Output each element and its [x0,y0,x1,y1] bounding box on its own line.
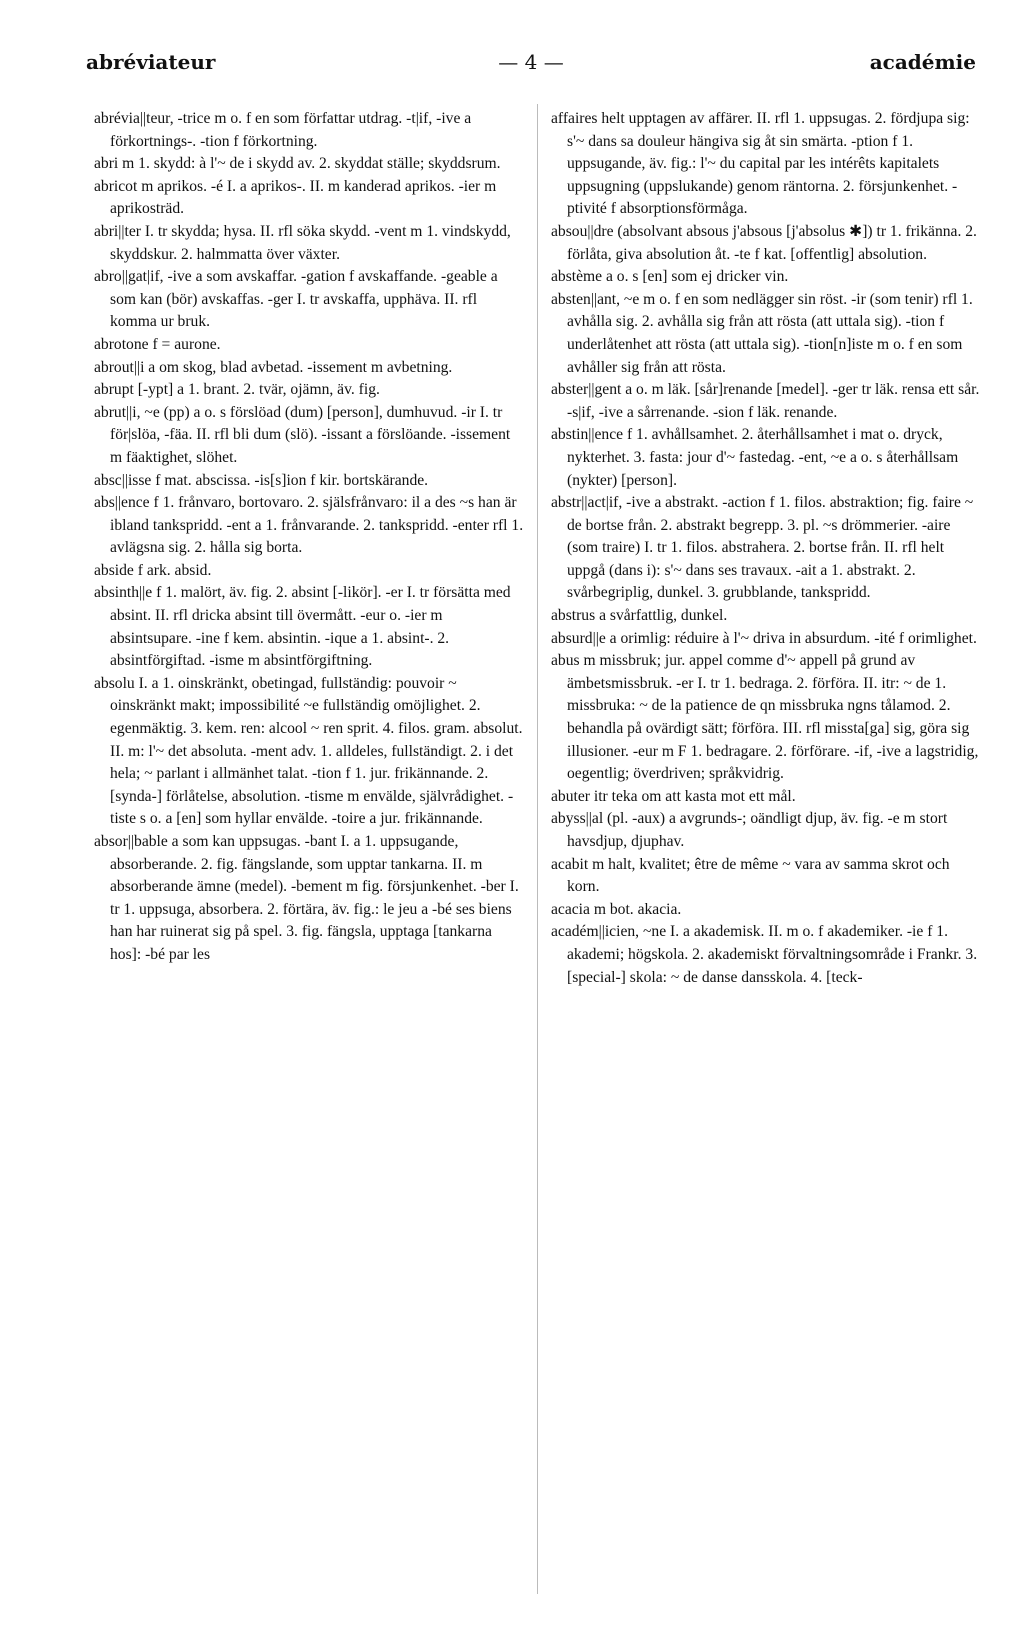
left-column [94,108,526,1593]
dictionary-entry: abside f ark. absid. [94,561,212,579]
dictionary-entry: abstin||ence f 1. avhållsamhet. 2. återhållsamhet i mat o. dryck, nykterhet. 3. fasta: jour d'~ fastedag. -ent, ~e a o. s återhållsam (nykter) [person]. [551,426,959,489]
dictionary-entry: abrupt [-ypt] a 1. brant. 2. tvär, ojämn, äv. fig. [94,381,380,399]
dictionary-entry: abrotone f = aurone. [94,335,221,353]
dictionary-entry: abrout||i a om skog, blad avbetad. -issement m avbetning. [94,358,453,376]
dictionary-entry: académ||icien, ~ne I. a akademisk. II. m o. f akademiker. -ie f 1. akademi; högskola. 2. akademiskt förvaltningsområde i Frankr. 3. [special-] skola: ~ de danse dansskola. 4. [teck- [551,923,978,986]
dictionary-entry: absinth||e f 1. malört, äv. fig. 2. absint [-likör]. -er I. tr försätta med absint. II. rfl dricka absint till övermått. -eur o. -ier m absintsupare. -ine f kem. absintin. -ique a 1. absint-. 2. absintförgiftad. -isme m absintförgiftning. [94,584,511,670]
dictionary-entry: abs||ence f 1. frånvaro, bortovaro. 2. själsfrånvaro: il a des ~s han är ibland tankspridd. -ent a 1. frånvarande. 2. tankspridd. -enter rfl 1. avlägsna sig. 2. hålla sig borta. [94,494,524,557]
dictionary-entry: abyss||al (pl. -aux) a avgrunds-; oändligt djup, äv. fig. -e m stort havsdjup, djuphav. [551,810,948,850]
column-divider [537,104,538,1594]
dictionary-entry: abri m 1. skydd: à l'~ de i skydd av. 2. skyddat ställe; skyddsrum. [94,155,501,173]
dictionary-entry: absolu I. a 1. oinskränkt, obetingad, fullständig: pouvoir ~ oinskränkt makt; impossibilité ~e fullständig omöjlighet. 2. egenmäktig. 3. kem. ren: alcool ~ ren sprit. 4. filos. gram. absolut. II. m: l'~ det absoluta. -ment adv. 1. alldeles, fullständigt. 2. i det hela; ~ parlant i allmänhet talat. -tion f 1. jur. frikännande. 2. [synda-] förlåtelse, absolution. -tisme m envälde, självrådighet. -tiste s o. a [en] som hyllar envälde. -toire a jur. frikännande. [94,674,523,828]
dictionary-entry: abus m missbruk; jur. appel comme d'~ appell på grund av ämbetsmissbruk. -er I. tr 1. bedraga. 2. förföra. II. itr: ~ de 1. missbruka: ~ de la patience de qn missbruka ngns tålamod. 2. behandla på ovärdigt sätt; förföra. III. rfl missta[ga] sig, göra sig illusioner. -eur m F 1. bedragare. 2. förförare. -if, -ive a lagstridig, oegentlig; överdriven; språkvidrig. [551,652,979,783]
dictionary-entry: abuter itr teka om att kasta mot ett mål. [551,787,796,805]
dictionary-entry: abster||gent a o. m läk. [sår]renande [medel]. -ger tr läk. rensa ett sår. -s|if, -ive a sårrenande. -sion f läk. renande. [551,381,980,421]
page-header [86,50,976,84]
header-last-word: académie [869,50,976,74]
dictionary-entry: absurd||e a orimlig: réduire à l'~ driva in absurdum. -ité f orimlighet. [551,629,977,647]
dictionary-entry: affaires helt upptagen av affärer. II. rfl 1. uppsugas. 2. fördjupa sig: s'~ dans sa douleur hängiva sig åt sin smärta. -ption f 1. uppsugande, äv. fig.: l'~ du capital par les intérêts kapitalets uppsugning (uppslukande) genom räntorna. 2. försjunkenhet. -ptivité f absorptionsförmåga. [551,110,970,218]
dictionary-entry: abri||ter I. tr skydda; hysa. II. rfl söka skydd. -vent m 1. vindskydd, skyddskur. 2. halmmatta över växter. [94,222,511,263]
dictionary-entry: abstr||act|if, -ive a abstrakt. -action f 1. filos. abstraktion; fig. faire ~ de bortse från. 2. abstrakt begrepp. 3. pl. ~s drömmerier. -aire (som traire) I. tr 1. filos. abstrahera. 2. bortse från. II. rfl helt uppgå (dans i): s'~ dans ses travaux. -ait a 1. abstrakt. 2. svårbegriplig, dunkel. 3. grubblande, tankspridd. [551,494,974,602]
dictionary-entry: abrévia||teur, -trice m o. f en som författar utdrag. -t|if, -ive a förkortnings-. -tion f förkortning. [94,110,472,150]
dictionary-entry: abro||gat|if, -ive a som avskaffar. -gation f avskaffande. -geable a som kan (bör) avskaffas. -ger I. tr avskaffa, upphäva. II. rfl komma ur bruk. [94,268,498,331]
right-column [551,108,983,1593]
dictionary-entry: absten||ant, ~e m o. f en som nedlägger sin röst. -ir (som tenir) rfl 1. avhålla sig. 2. avhålla sig från att rösta (att uttala sig). -tion f underlåtenhet att rösta (att uttala sig). -tion[n]iste m o. f en som avhåller sig från att rösta. [551,290,973,376]
page-number: — 4 — [498,50,564,74]
dictionary-entry: absor||bable a som kan uppsugas. -bant I. a 1. uppsugande, absorberande. 2. fig. fängslande, som upptar tankarna. II. m absorberande ämne (medel). -bement m fig. försjunkenhet. -ber I. tr 1. uppsuga, absorbera. 2. förtära, äv. fig.: le jeu a -bé ses biens han har ruinerat sig på spel. 3. fig. fängsla, upptaga [tankarna hos]: -bé par les [94,833,519,963]
dictionary-entry: acabit m halt, kvalitet; être de même ~ vara av samma skrot och korn. [551,855,950,896]
header-first-word: abréviateur [86,50,216,74]
dictionary-entry: abstème a o. s [en] som ej dricker vin. [551,268,789,286]
dictionary-entry: acacia m bot. akacia. [551,900,682,918]
dictionary-entry: abstrus a svårfattlig, dunkel. [551,607,728,625]
dictionary-entry: absc||isse f mat. abscissa. -is[s]ion f kir. bortskärande. [94,471,429,489]
dictionary-entry: abricot m aprikos. -é I. a aprikos-. II. m kanderad aprikos. -ier m aprikosträd. [94,177,497,218]
dictionary-entry: absou||dre (absolvant absous j'absous [j'absolus ✱]) tr 1. frikänna. 2. förlåta, giva absolution åt. -te f kat. [offentlig] absolution. [551,222,977,263]
dictionary-entry: abrut||i, ~e (pp) a o. s förslöad (dum) [person], dumhuvud. -ir I. tr för|slöa, -fäa. II. rfl bli dum (slö). -issant a förslöande. -issement m fäaktighet, slöhet. [94,403,511,466]
